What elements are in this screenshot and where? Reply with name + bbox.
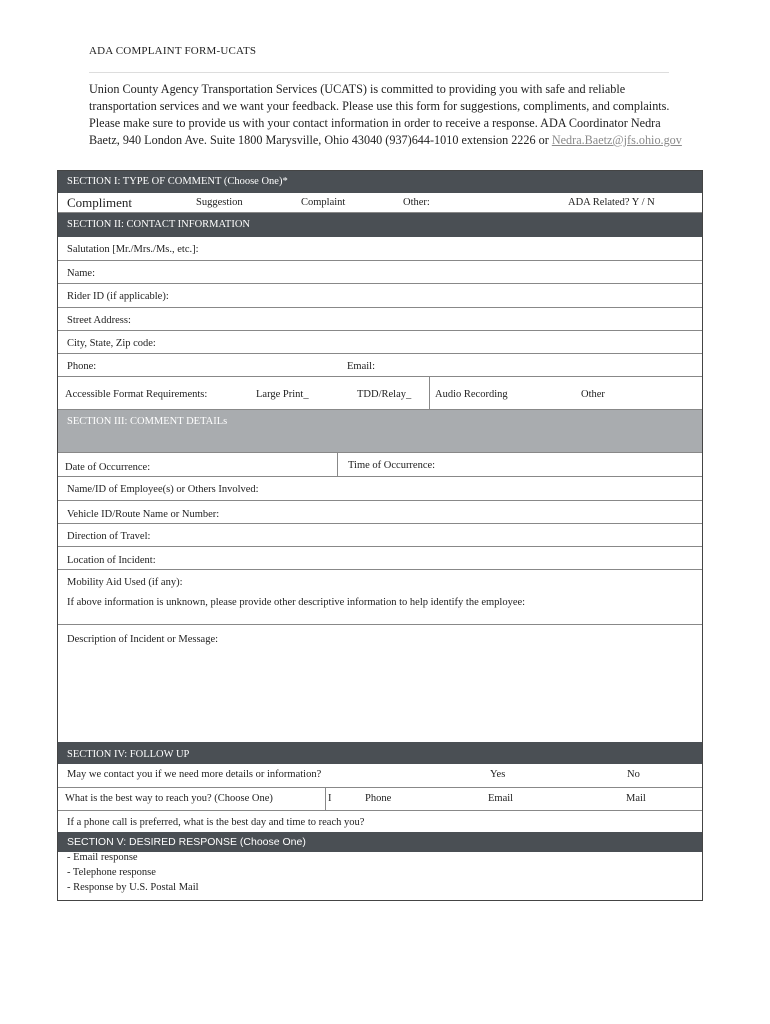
salutation-row[interactable]: [58, 237, 702, 261]
rider-id-row[interactable]: [58, 284, 702, 308]
email-label[interactable]: Email:: [347, 361, 375, 372]
description-label: Description of Incident or Message:: [67, 634, 219, 645]
contact-yes-option[interactable]: Yes: [490, 769, 506, 780]
title-divider: [89, 72, 669, 73]
audio-option[interactable]: Audio Recording: [435, 389, 508, 400]
best-way-label: What is the best way to reach you? (Choose One): [65, 793, 273, 804]
name-label: Name:: [67, 268, 95, 279]
comment-type-row: [58, 193, 702, 213]
contact-no-option[interactable]: No: [627, 769, 640, 780]
date-time-divider: [337, 453, 338, 477]
contact-question-label: May we contact you if we need more details or information?: [67, 769, 322, 780]
accessible-format-row: [58, 377, 702, 410]
description-area[interactable]: [58, 625, 702, 742]
direction-label: Direction of Travel:: [67, 531, 151, 542]
reach-email-option[interactable]: Email: [488, 793, 514, 804]
complaint-form: [57, 170, 703, 901]
section3-header: [58, 410, 702, 453]
best-way-row: [58, 788, 702, 811]
date-label[interactable]: Date of Occurrence:: [65, 462, 151, 473]
section1-header: [58, 171, 702, 193]
unknown-info-label: If above information is unknown, please provide other descriptive information to help identify the employee:: [67, 597, 526, 608]
city-row[interactable]: [58, 331, 702, 354]
reach-mail-option[interactable]: Mail: [626, 793, 646, 804]
vehicle-label: Vehicle ID/Route Name or Number:: [67, 509, 220, 520]
unknown-info-row[interactable]: [58, 592, 702, 625]
phone-pref-label: If a phone call is preferred, what is the best day and time to reach you?: [67, 817, 365, 828]
reach-phone-option[interactable]: Phone: [365, 793, 392, 804]
intro-paragraph: [89, 81, 689, 149]
employee-label: Name/ID of Employee(s) or Others Involved:: [67, 484, 259, 495]
location-row[interactable]: [58, 547, 702, 570]
phone-pref-row[interactable]: [58, 811, 702, 832]
accessible-divider: [429, 377, 430, 410]
date-time-row: [58, 453, 702, 477]
rider-id-label: Rider ID (if applicable):: [67, 291, 169, 302]
section3-heading: SECTION III: COMMENT DETAILs: [67, 416, 228, 427]
option-suggestion[interactable]: Suggestion: [196, 197, 243, 208]
option-complaint[interactable]: Complaint: [301, 197, 346, 208]
document-title: ADA COMPLAINT FORM-UCATS: [89, 45, 257, 57]
city-label: City, State, Zip code:: [67, 338, 156, 349]
best-way-divider: [325, 788, 326, 811]
desired-response-list: [58, 852, 702, 900]
response-option-mail[interactable]: - Response by U.S. Postal Mail: [67, 882, 199, 893]
phone-email-row: [58, 354, 702, 377]
vehicle-row[interactable]: [58, 501, 702, 524]
section2-header: [58, 213, 702, 237]
street-row[interactable]: [58, 308, 702, 331]
section4-heading: SECTION IV: FOLLOW UP: [67, 749, 190, 760]
intro-text: Union County Agency Transportation Services (UCATS) is committed to providing you with safe and reliable transportation services and we want your feedback. Please use this form for suggestions, compliments, and complaints. Please make sure to provide us with your contact information in order to receive a response. ADA Coordinator Nedra Baetz, 940 London Ave. Suite 1800 Marysville, Ohio 43040 (937)644-1010 extension 2226 or: [89, 82, 670, 147]
option-compliment[interactable]: Compliment: [67, 195, 132, 210]
time-label[interactable]: Time of Occurrence:: [348, 460, 436, 471]
street-label: Street Address:: [67, 315, 131, 326]
accessible-label: Accessible Format Requirements:: [65, 389, 208, 400]
employee-row[interactable]: [58, 477, 702, 501]
phone-label[interactable]: Phone:: [67, 361, 97, 372]
best-way-marker: I: [328, 793, 332, 804]
salutation-label: Salutation [Mr./Mrs./Ms., etc.]:: [67, 244, 199, 255]
section5-header: [58, 832, 702, 852]
section5-heading: SECTION V: DESIRED RESPONSE (Choose One): [67, 836, 306, 848]
mobility-label: Mobility Aid Used (if any):: [67, 577, 183, 588]
section1-heading: SECTION I: TYPE OF COMMENT (Choose One)*: [67, 176, 288, 187]
ada-related-field[interactable]: ADA Related? Y / N: [568, 197, 655, 208]
large-print-option[interactable]: Large Print_: [256, 389, 309, 400]
name-row[interactable]: [58, 261, 702, 284]
location-label: Location of Incident:: [67, 555, 156, 566]
direction-row[interactable]: [58, 524, 702, 547]
section2-heading: SECTION II: CONTACT INFORMATION: [67, 219, 251, 230]
other-format-option[interactable]: Other: [581, 389, 605, 400]
contact-question-row: [58, 764, 702, 788]
response-option-email[interactable]: - Email response: [67, 852, 138, 863]
section4-header: [58, 742, 702, 764]
mobility-row[interactable]: [58, 570, 702, 592]
coordinator-email-link[interactable]: Nedra.Baetz@jfs.ohio.gov: [551, 133, 682, 147]
response-option-telephone[interactable]: - Telephone response: [67, 867, 156, 878]
option-other[interactable]: Other:: [403, 197, 430, 208]
tdd-option[interactable]: TDD/Relay_: [357, 389, 412, 400]
